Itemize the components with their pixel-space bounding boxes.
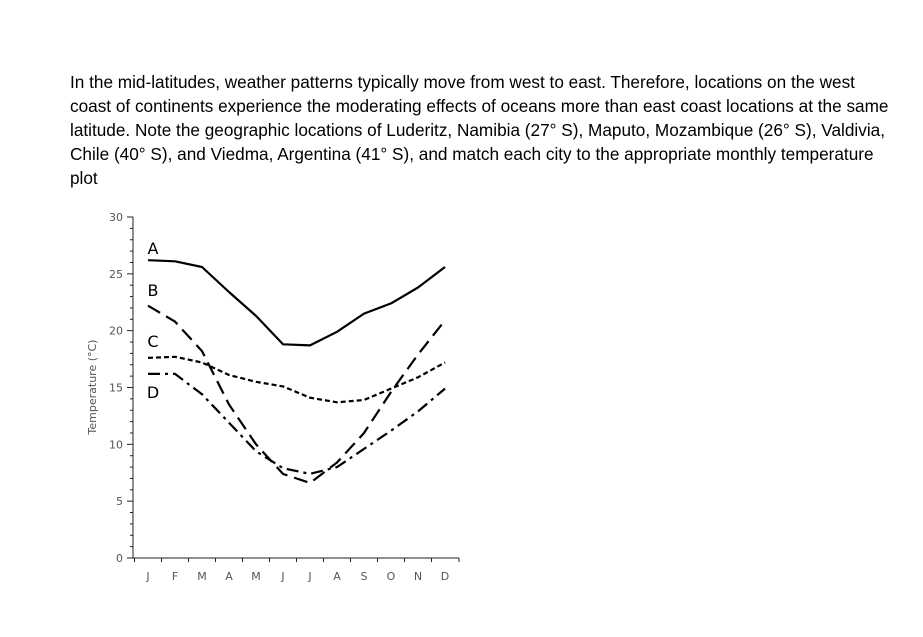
y-tick-label: 20 <box>109 324 123 338</box>
series-lines <box>148 260 445 483</box>
x-tick-label: O <box>386 570 396 583</box>
y-tick-label: 30 <box>109 211 123 224</box>
series-line-a <box>148 260 445 345</box>
x-tick-label: A <box>225 570 233 583</box>
series-line-b <box>148 306 445 483</box>
x-tick-label: A <box>333 570 341 583</box>
x-tick-label: J <box>281 570 285 583</box>
series-line-d <box>148 374 445 474</box>
x-tick-label: N <box>413 570 423 583</box>
x-tick-label: J <box>146 570 150 583</box>
y-tick-label: 15 <box>109 381 123 395</box>
series-labels <box>147 239 159 402</box>
question-text: In the mid-latitudes, weather patterns typically move from west to east. Therefore, locations on the west coast of continents experience the moderating effects of oceans more than east coast locations at the same latitude. Note the geographic locations of Luderitz, Namibia (27° S), Maputo, Mozambique (26° S), Valdivia, Chile (40° S), and Viedma, Argentina (41° S), and match each city to the appropriate monthly temperature plot <box>70 72 889 188</box>
y-tick-label: 5 <box>116 495 123 509</box>
y-axis <box>109 211 133 565</box>
x-tick-label: J <box>308 570 312 583</box>
y-tick-label: 10 <box>109 438 123 452</box>
series-label-b: B <box>147 281 159 300</box>
x-tick-label: M <box>251 570 261 583</box>
series-label-d: D <box>146 383 160 402</box>
x-tick-label: M <box>197 570 207 583</box>
x-tick-label: S <box>360 570 368 583</box>
y-axis-title: Temperature (°C) <box>86 339 99 435</box>
y-tick-label: 0 <box>116 552 123 565</box>
y-tick-label: 25 <box>109 267 123 281</box>
series-label-a: A <box>147 239 159 258</box>
x-axis <box>133 558 459 583</box>
series-label-c: C <box>147 332 159 351</box>
x-tick-label: D <box>440 570 450 583</box>
x-tick-label: F <box>171 570 179 583</box>
